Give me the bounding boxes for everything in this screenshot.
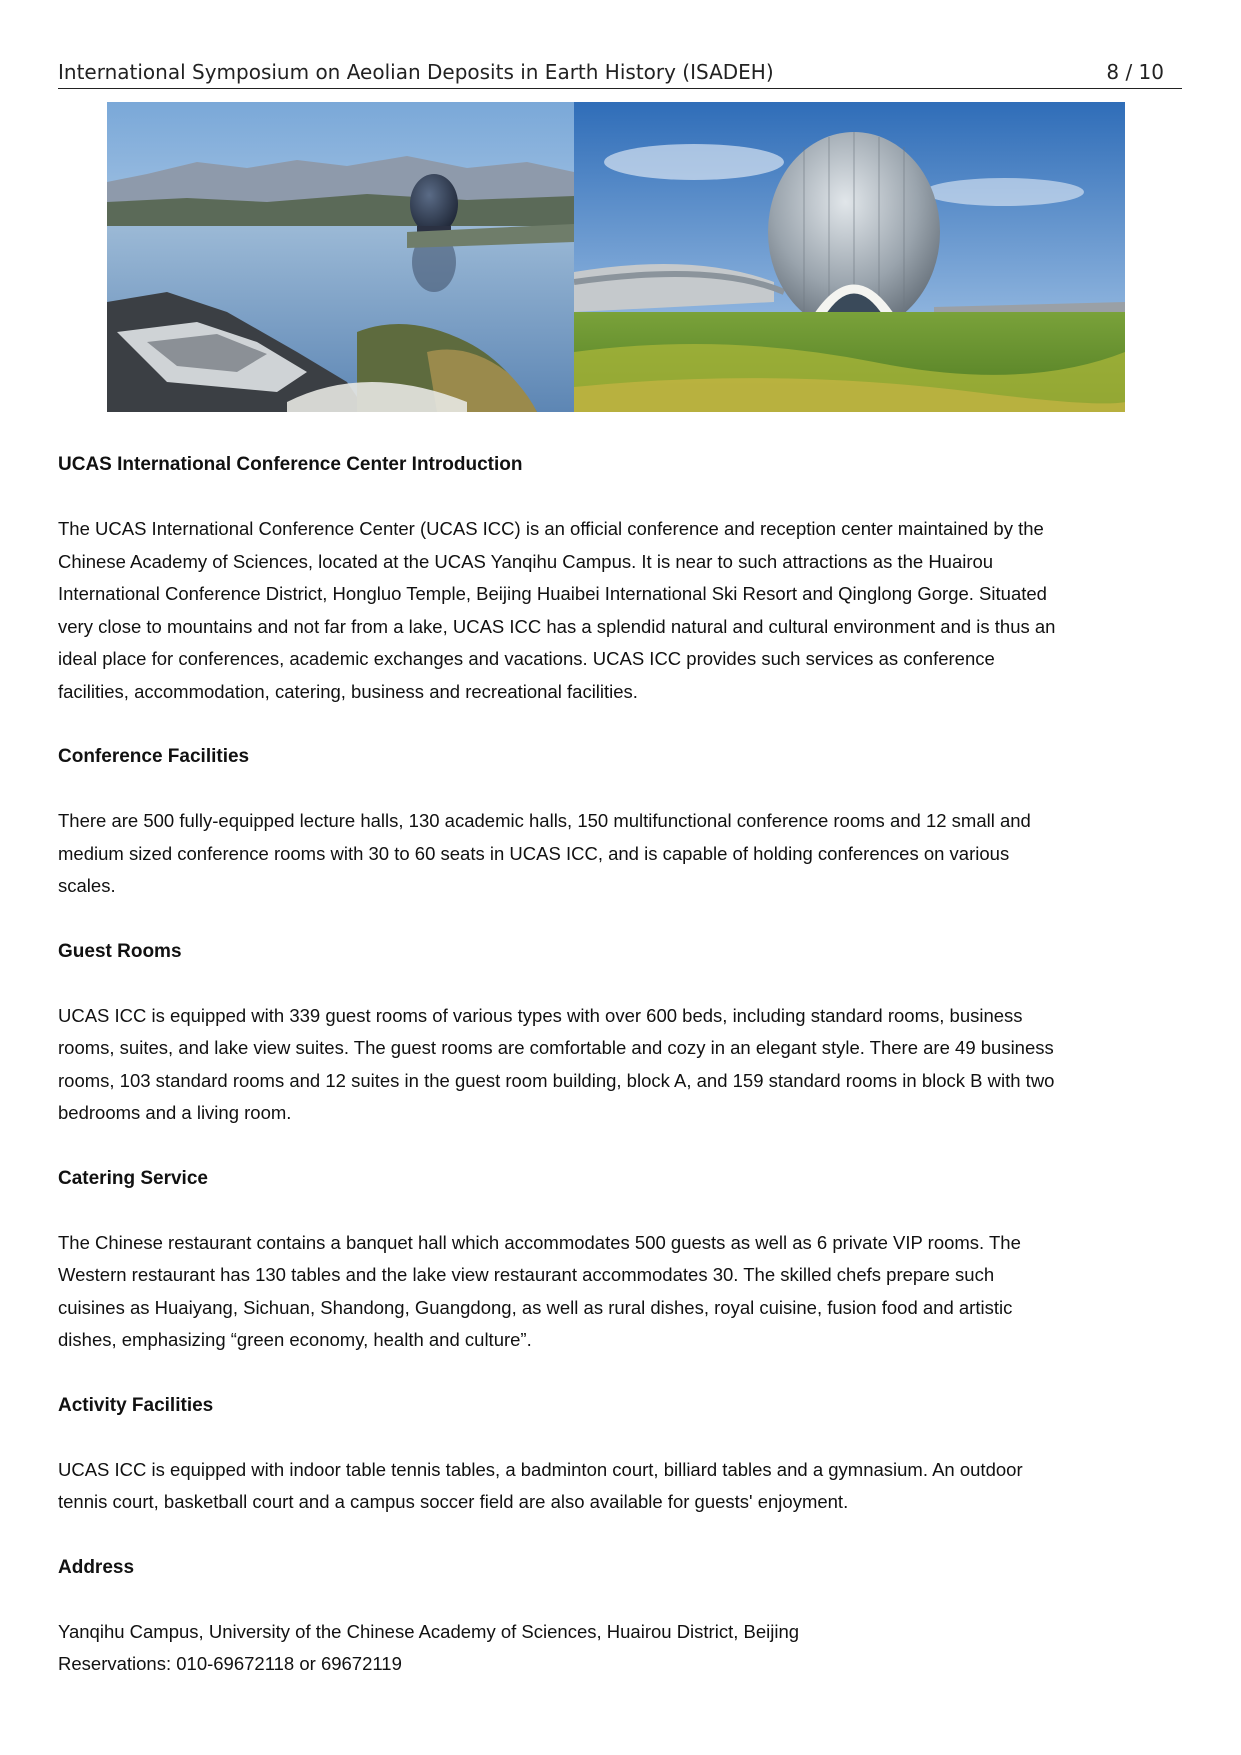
section-heading: Guest Rooms (58, 940, 182, 962)
paragraph-line: UCAS ICC is equipped with indoor table tennis tables, a badminton court, billiard tables and a gymnasium. An outdoor (58, 1458, 1023, 1480)
section-heading: Conference Facilities (58, 746, 250, 767)
section-paragraph (58, 1000, 1184, 1130)
paragraph-line: medium sized conference rooms with 30 to 60 seats in UCAS ICC, and is capable of holding conferences on various (58, 842, 1010, 864)
paragraph-line: rooms, 103 standard rooms and 12 suites in the guest room building, block A, and 159 standard rooms in block B with two (58, 1069, 1055, 1091)
paragraph-line: The Chinese restaurant contains a banquet hall which accommodates 500 guests as well as 6 private VIP rooms. The (58, 1231, 1021, 1253)
paragraph-line: International Conference District, Hongluo Temple, Beijing Huaibei International Ski Resort and Qinglong Gorge. Situated (58, 583, 1047, 604)
paragraph-line: bedrooms and a living room. (58, 1102, 292, 1123)
section-paragraph (58, 1616, 1184, 1681)
paragraph-line: There are 500 fully-equipped lecture halls, 130 academic halls, 150 multifunctional conference rooms and 12 small and (58, 810, 1031, 831)
paragraph-line: scales. (58, 875, 116, 896)
paragraph-line: The UCAS International Conference Center (UCAS ICC) is an official conference and reception center maintained by the (58, 518, 1044, 539)
paragraph-line: tennis court, basketball court and a campus soccer field are also available for guests' enjoyment. (58, 1491, 849, 1512)
section-heading: Catering Service (58, 1167, 208, 1189)
section-paragraph (58, 805, 1184, 903)
paragraph-line: UCAS ICC is equipped with 339 guest rooms of various types with over 600 beds, including standard rooms, business (58, 1004, 1023, 1026)
document-body (58, 448, 1184, 1681)
paragraph-line: cuisines as Huaiyang, Sichuan, Shandong, Guangdong, as well as rural dishes, royal cuisine, fusion food and artistic (58, 1296, 1013, 1318)
section-heading: Address (58, 1556, 135, 1578)
paragraph-line: very close to mountains and not far from a lake, UCAS ICC has a splendid natural and cultural environment and is thus an (58, 615, 1056, 637)
paragraph-line: Yanqihu Campus, University of the Chinese Academy of Sciences, Huairou District, Beijing (58, 1620, 800, 1642)
paragraph-line: ideal place for conferences, academic exchanges and vacations. UCAS ICC provides such services as conference (58, 648, 995, 669)
section-paragraph (58, 513, 1184, 708)
document-title: International Symposium on Aeolian Deposits in Earth History (ISADEH) (58, 60, 774, 84)
paragraph-line: rooms, suites, and lake view suites. The guest rooms are comfortable and cozy in an elegant style. There are 49 business (58, 1037, 1054, 1058)
photo-lake-sphere-view (107, 102, 574, 412)
page-header (58, 58, 1182, 89)
paragraph-line: dishes, emphasizing “green economy, health and culture”. (58, 1329, 532, 1350)
section-paragraph (58, 1227, 1184, 1357)
paragraph-line: Reservations: 010-69672118 or 69672119 (58, 1653, 402, 1674)
paragraph-line: Western restaurant has 130 tables and the lake view restaurant accommodates 30. The skilled chefs prepare such (58, 1264, 995, 1285)
paragraph-line: facilities, accommodation, catering, business and recreational facilities. (58, 680, 638, 702)
section-paragraph (58, 1454, 1184, 1519)
paragraph-line: Chinese Academy of Sciences, located at the UCAS Yanqihu Campus. It is near to such attractions as the Huairou (58, 550, 994, 572)
section-heading: UCAS International Conference Center Introduction (58, 454, 523, 475)
photo-sphere-building-lawn (574, 102, 1125, 412)
section-heading: Activity Facilities (58, 1394, 214, 1416)
page-number: 8 / 10 (1106, 60, 1164, 84)
